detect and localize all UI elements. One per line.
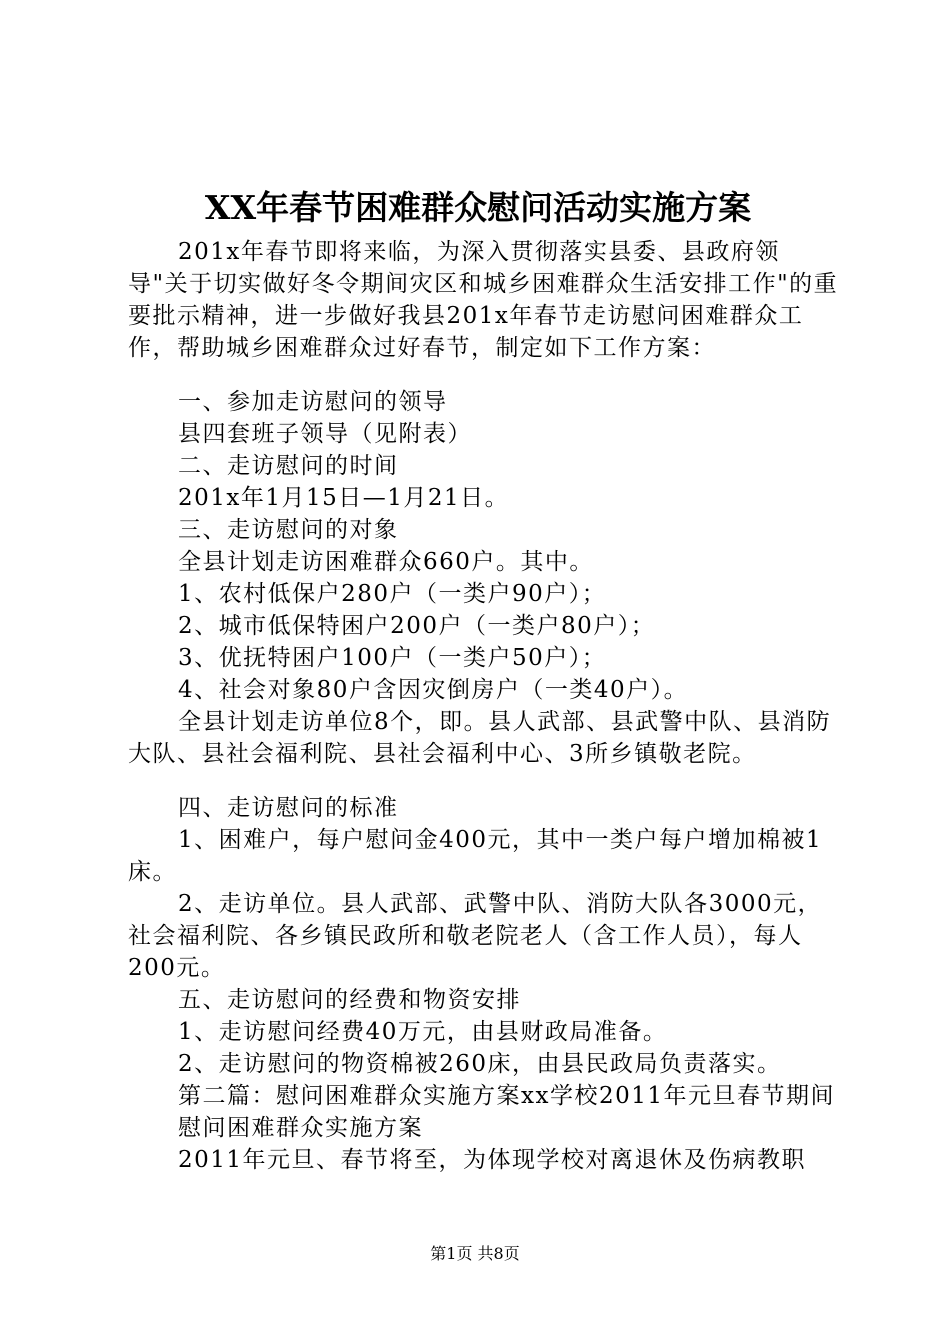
part2-heading: 第二篇：慰问困难群众实施方案xx学校2011年元旦春节期间 <box>178 1083 835 1109</box>
section1-heading: 一、参加走访慰问的领导 <box>178 389 448 415</box>
part2-intro: 2011年元旦、春节将至，为体现学校对离退休及伤病教职 <box>178 1147 807 1173</box>
page-footer: 第1页 共8页 <box>430 1244 520 1263</box>
section3-text: 全县计划走访困难群众660户。其中。 <box>178 549 594 575</box>
section2-heading: 二、走访慰问的时间 <box>178 453 399 479</box>
document-body <box>128 236 840 1176</box>
section3-item: 1、农村低保户280户（一类户90户）； <box>178 581 607 607</box>
intro-paragraph: 201x年春节即将来临，为深入贯彻落实县委、县政府领导"关于切实做好冬令期间灾区和城乡困难群众生活安排工作"的重要批示精神，进一步做好我县201x年春节走访慰问困难群众工作，帮助城乡困难群众过好春节，制定如下工作方案： <box>128 239 839 361</box>
document-title: XX年春节困难群众慰问活动实施方案 <box>204 188 752 227</box>
section4-heading: 四、走访慰问的标准 <box>178 795 399 821</box>
section3-units: 全县计划走访单位8个，即。县人武部、县武警中队、县消防大队、县社会福利院、县社会福利中心、3所乡镇敬老院。 <box>128 709 832 767</box>
section2-text: 201x年1月15日—1月21日。 <box>178 485 510 511</box>
section5-item: 1、走访慰问经费40万元，由县财政局准备。 <box>178 1019 668 1045</box>
part2-subtitle: 慰问困难群众实施方案 <box>178 1115 423 1141</box>
section3-item: 2、城市低保特困户200户（一类户80户）； <box>178 613 656 639</box>
section5-item: 2、走访慰问的物资棉被260床，由县民政局负责落实。 <box>178 1051 782 1077</box>
section5-heading: 五、走访慰问的经费和物资安排 <box>178 987 521 1013</box>
section3-item: 4、社会对象80户含因灾倒房户（一类40户）。 <box>178 677 689 703</box>
section4-item: 2、走访单位。县人武部、武警中队、消防大队各3000元，社会福利院、各乡镇民政所和敬老院老人（含工作人员），每人200元。 <box>128 891 823 981</box>
section1-text: 县四套班子领导（见附表） <box>178 421 472 447</box>
section4-item: 1、困难户，每户慰问金400元，其中一类户每户增加棉被1床。 <box>128 827 823 885</box>
section3-item: 3、优抚特困户100户（一类户50户）； <box>178 645 607 671</box>
section3-heading: 三、走访慰问的对象 <box>178 517 399 543</box>
